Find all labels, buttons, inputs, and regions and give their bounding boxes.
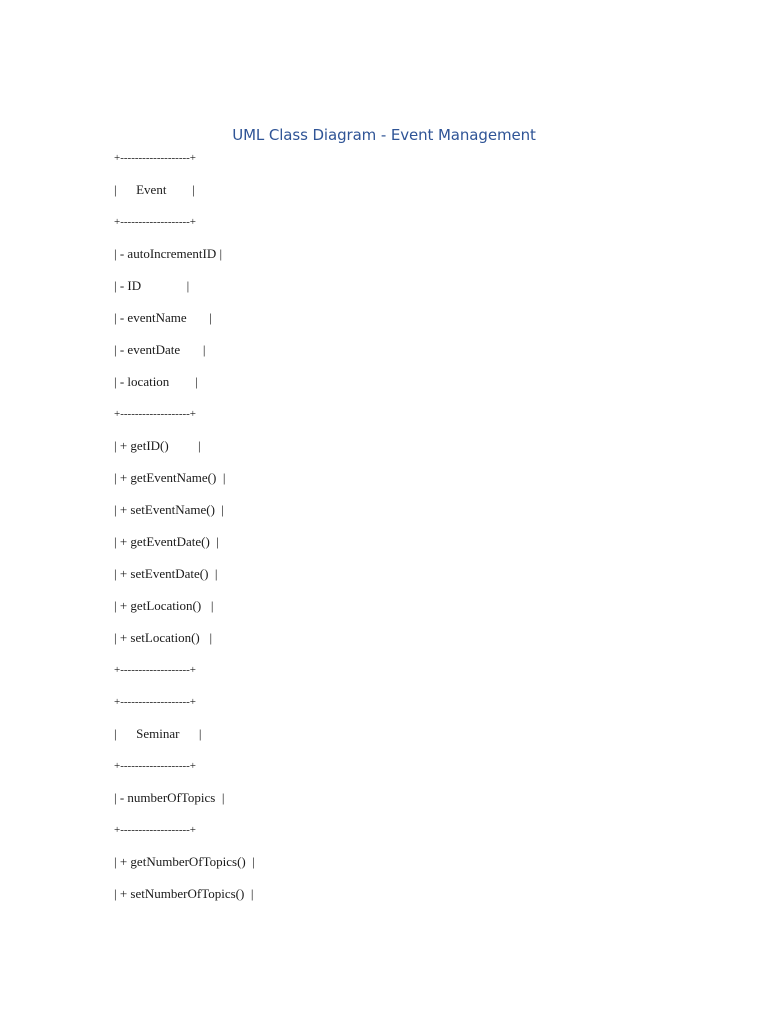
text-line: | Seminar | bbox=[114, 726, 202, 741]
text-line: | + setEventDate() | bbox=[114, 566, 218, 581]
text-line: | + setEventName() | bbox=[114, 502, 224, 517]
box-border-line: +-------------------+ bbox=[114, 696, 197, 708]
box-border-line: +-------------------+ bbox=[114, 664, 197, 676]
text-line: | + getID() | bbox=[114, 438, 201, 453]
text-line: | + getEventName() | bbox=[114, 470, 226, 485]
text-line: | - location | bbox=[114, 374, 198, 389]
box-border-line: +-------------------+ bbox=[114, 152, 197, 164]
text-line: | - eventDate | bbox=[114, 342, 206, 357]
text-line: | - numberOfTopics | bbox=[114, 790, 225, 805]
box-border-line: +-------------------+ bbox=[114, 216, 197, 228]
text-line: | + getEventDate() | bbox=[114, 534, 219, 549]
text-line: | + getLocation() | bbox=[114, 598, 214, 613]
box-border-line: +-------------------+ bbox=[114, 824, 197, 836]
box-border-line: +-------------------+ bbox=[114, 760, 197, 772]
text-line: | + setLocation() | bbox=[114, 630, 213, 645]
document-body bbox=[114, 148, 255, 916]
text-line: | - ID | bbox=[114, 278, 190, 293]
text-line: | + getNumberOfTopics() | bbox=[114, 854, 255, 869]
text-line: | - autoIncrementID | bbox=[114, 246, 223, 261]
text-line: | - eventName | bbox=[114, 310, 212, 325]
box-border-line: +-------------------+ bbox=[114, 408, 197, 420]
text-line: | + setNumberOfTopics() | bbox=[114, 886, 254, 901]
text-line: | Event | bbox=[114, 182, 196, 197]
document-title: UML Class Diagram - Event Management bbox=[232, 126, 536, 144]
